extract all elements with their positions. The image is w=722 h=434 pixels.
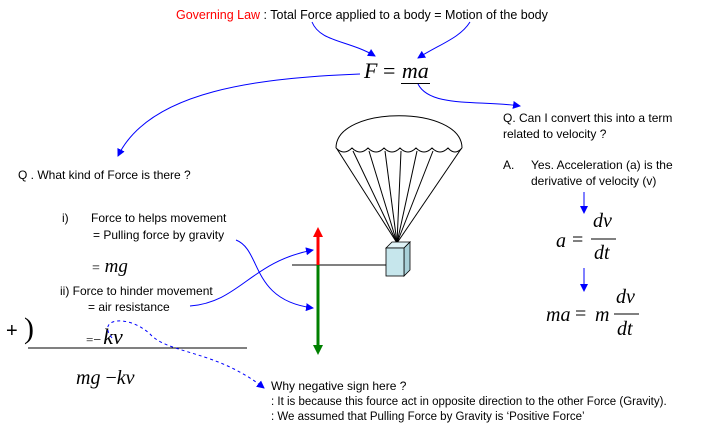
sum-plus-sign: + (6, 320, 18, 342)
force-velocity-equation-m: m (595, 304, 610, 326)
parachute-canopy (336, 116, 462, 148)
governing-law-separator: : (260, 8, 271, 22)
sum-result-b: kv (116, 367, 135, 389)
link-gravity-to-down-arrow (236, 240, 313, 308)
accel-equation-denominator: dt (594, 242, 610, 264)
force-hinder-title: ii) Force to hinder movement (60, 284, 213, 298)
governing-law-text: Total Force applied to a body = Motion of the body (270, 8, 548, 22)
force-help-expression-value: mg (104, 256, 128, 277)
force-hinder-expression-sign: − (93, 333, 102, 348)
parachute-canopy-scallops (336, 148, 462, 152)
velocity-question-line1: Q. Can I convert this into a term (503, 111, 673, 125)
connector-arrow-law-to-force (312, 22, 375, 56)
force-hinder-expression-equals: = (86, 332, 94, 347)
force-help-index: i) (62, 211, 69, 225)
force-velocity-equation-numerator: dv (616, 286, 635, 308)
parachute (336, 116, 462, 276)
sign-note-line2: : We assumed that Pulling Force by Gravity is ‘Positive Force’ (271, 411, 585, 423)
parachute-line-7 (397, 151, 433, 243)
force-help-expression-equals: = (92, 261, 100, 276)
parachute-box-front (386, 248, 404, 276)
equation-lhs: F (364, 58, 378, 83)
connector-arrow-mass-to-velocity (418, 84, 520, 106)
velocity-answer-line2: derivative of velocity (v) (531, 174, 657, 188)
equation-rhs: ma (401, 58, 429, 83)
sum-paren: ) (24, 312, 34, 345)
sign-note-line1: : It is because this fource act in opposite direction to the other Force (Gravity). (271, 396, 667, 408)
force-velocity-equation-equals: = (575, 303, 587, 325)
parachute-line-8 (397, 149, 461, 243)
force-hinder-detail: = air resistance (88, 300, 170, 314)
force-help-title: Force to helps movement (91, 211, 227, 225)
parachute-box-side (404, 242, 410, 276)
force-velocity-equation-denominator: dt (617, 318, 633, 340)
connector-arrow-law-to-mass (418, 22, 470, 58)
parachute-line-4 (385, 151, 397, 243)
accel-equation-numerator: dv (593, 210, 612, 232)
accel-equation-equals: = (572, 229, 584, 251)
force-velocity-equation-lhs: ma (546, 304, 571, 326)
velocity-answer-label: A. (503, 158, 515, 172)
parachute-line-2 (353, 151, 397, 243)
sign-note-question: Why negative sign here ? (271, 379, 407, 393)
force-hinder-expression-value: kv (103, 324, 123, 349)
link-resistance-to-up-arrow (190, 250, 313, 306)
connector-arrow-force-to-question (118, 74, 360, 156)
parachute-line-1 (337, 149, 397, 243)
link-negative-sign-to-note (108, 321, 264, 388)
velocity-answer-line1: Yes. Acceleration (a) is the (531, 158, 673, 172)
velocity-question-line2: related to velocity ? (503, 127, 607, 141)
parachute-line-3 (369, 151, 397, 243)
question-kind-of-force: Q . What kind of Force is there ? (18, 168, 191, 182)
accel-equation-lhs: a (556, 230, 566, 252)
force-help-detail: = Pulling force by gravity (93, 228, 225, 242)
sum-result-a: mg (76, 367, 101, 389)
governing-law-label: Governing Law (176, 8, 261, 22)
sum-result-operator: − (105, 367, 117, 389)
equation-equals: = (382, 58, 396, 83)
